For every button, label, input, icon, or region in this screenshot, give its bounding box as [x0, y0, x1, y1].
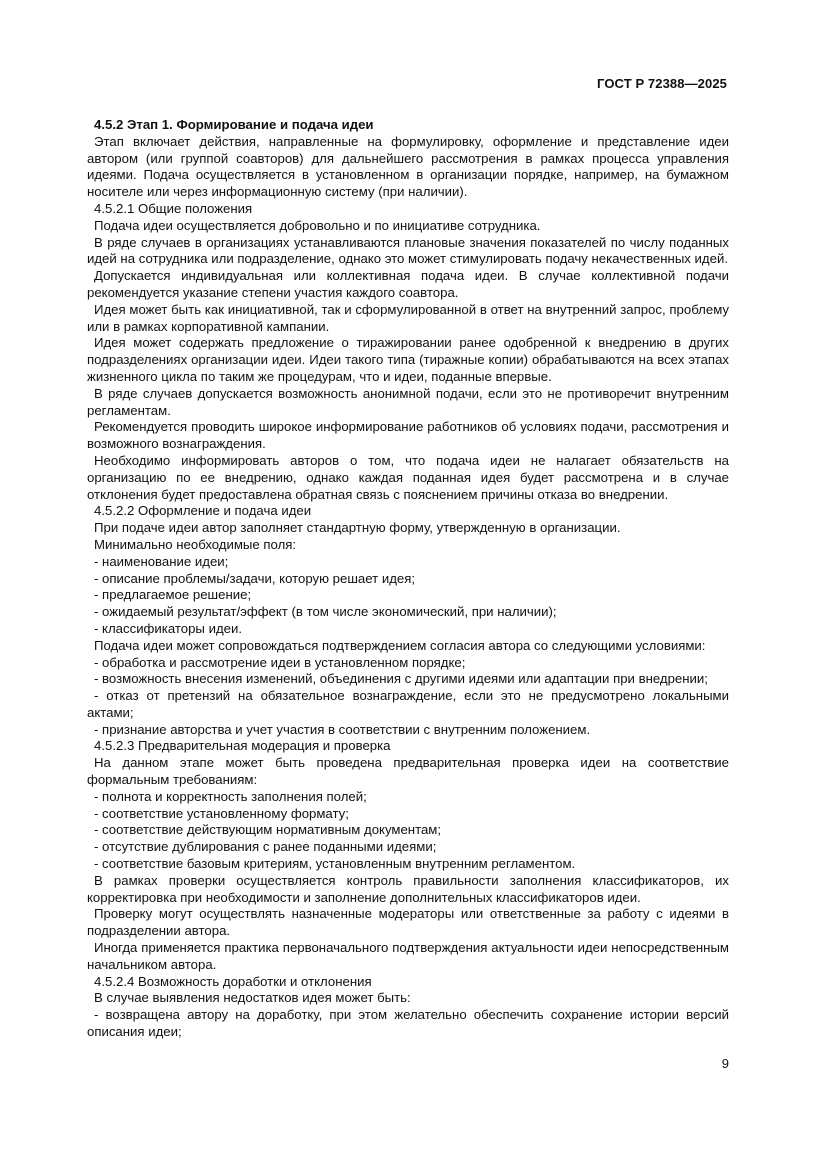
paragraph: Рекомендуется проводить широкое информирование работников об условиях подачи, рассмотрения и возможного вознаграждения.: [87, 419, 729, 452]
paragraph: Идея может быть как инициативной, так и сформулированной в ответ на внутренний запрос, проблему или в рамках корпоративной кампании.: [87, 301, 729, 334]
list-item: - ожидаемый результат/эффект (в том числе экономический, при наличии);: [94, 604, 557, 620]
list-item: - возвращена автору на доработку, при этом желательно обеспечить сохранение истории версий описания идеи;: [87, 1007, 729, 1040]
paragraph: Идея может содержать предложение о тиражировании ранее одобренной к внедрению в других подразделениях организации идеи. Идеи такого типа (тиражные копии) обрабатываются на всех этапах жизненного цикла по таким же процедурам, что и идеи, поданные впервые.: [87, 335, 729, 384]
paragraph: Допускается индивидуальная или коллективная подача идеи. В случае коллективной подачи рекомендуется указание степени участия каждого соавтора.: [87, 268, 729, 300]
list-item: - предлагаемое решение;: [94, 587, 252, 603]
paragraph: При подаче идеи автор заполняет стандартную форму, утвержденную в организации.: [94, 520, 621, 536]
section-title: 4.5.2 Этап 1. Формирование и подача идеи: [94, 117, 374, 132]
list-item: - соответствие установленному формату;: [94, 805, 349, 821]
list-intro: Минимально необходимые поля:: [94, 536, 297, 552]
list-item: - отсутствие дублирования с ранее поданными идеями;: [94, 839, 437, 855]
document-id: ГОСТ Р 72388—2025: [597, 76, 727, 91]
subsection-title: 4.5.2.1 Общие положения: [94, 200, 253, 216]
list-item: - обработка и рассмотрение идеи в установленном порядке;: [94, 654, 466, 670]
list-item: - классификаторы идеи.: [94, 620, 243, 636]
page-number: 9: [721, 1056, 729, 1071]
paragraph: На данном этапе может быть проведена предварительная проверка идеи на соответствие формальным требованиям:: [87, 755, 729, 788]
list-item: - наименование идеи;: [94, 553, 229, 569]
subsection-title: 4.5.2.2 Оформление и подача идеи: [94, 503, 312, 519]
paragraph: Необходимо информировать авторов о том, что подача идеи не налагает обязательств на организацию по ее внедрению, однако каждая поданная идея будет рассмотрена и в случае отклонения будет предоставлена обратная связь с пояснением причины отказа во внедрении.: [87, 452, 729, 502]
document-body: [87, 117, 729, 1041]
list-item: - признание авторства и учет участия в соответствии с внутренним положением.: [94, 721, 591, 737]
list-item: - описание проблемы/задачи, которую решает идея;: [94, 570, 416, 586]
paragraph: В рамках проверки осуществляется контроль правильности заполнения классификаторов, их корректировка при необходимости и заполнение дополнительных классификаторов идеи.: [87, 872, 729, 905]
list-intro: В случае выявления недостатков идея может быть:: [94, 990, 411, 1006]
list-item: - полнота и корректность заполнения полей;: [94, 788, 367, 804]
paragraph: Подача идеи осуществляется добровольно и по инициативе сотрудника.: [94, 217, 541, 233]
paragraph: В ряде случаев в организациях устанавливаются плановые значения показателей по числу поданных идей на сотрудника или подразделение, однако это может стимулировать подачу некачественных идей.: [87, 234, 729, 267]
list-item: - возможность внесения изменений, объединения с другими идеями или адаптации при внедрении;: [94, 671, 708, 687]
section-intro: Этап включает действия, направленные на формулировку, оформление и представление идеи автором (или группой соавторов) для дальнейшего рассмотрения в рамках процесса управления идеями. Подача осуществляется в установленном в организации порядке, например, на бумажном носителе или через информационную систему (при наличии).: [87, 133, 729, 200]
paragraph: В ряде случаев допускается возможность анонимной подачи, если это не противоречит внутренним регламентам.: [87, 385, 729, 418]
list-intro: Подача идеи может сопровождаться подтверждением согласия автора со следующими условиями:: [94, 637, 706, 653]
subsection-title: 4.5.2.4 Возможность доработки и отклонения: [94, 973, 372, 989]
list-item: - соответствие действующим нормативным документам;: [94, 822, 442, 838]
list-item: - отказ от претензий на обязательное вознаграждение, если это не предусмотрено локальными актами;: [87, 688, 729, 720]
paragraph: Иногда применяется практика первоначального подтверждения актуальности идеи непосредственным начальником автора.: [87, 940, 729, 972]
subsection-title: 4.5.2.3 Предварительная модерация и проверка: [94, 738, 391, 754]
list-item: - соответствие базовым критериям, установленным внутренним регламентом.: [94, 856, 576, 872]
paragraph: Проверку могут осуществлять назначенные модераторы или ответственные за работу с идеями в подразделении автора.: [87, 906, 729, 939]
